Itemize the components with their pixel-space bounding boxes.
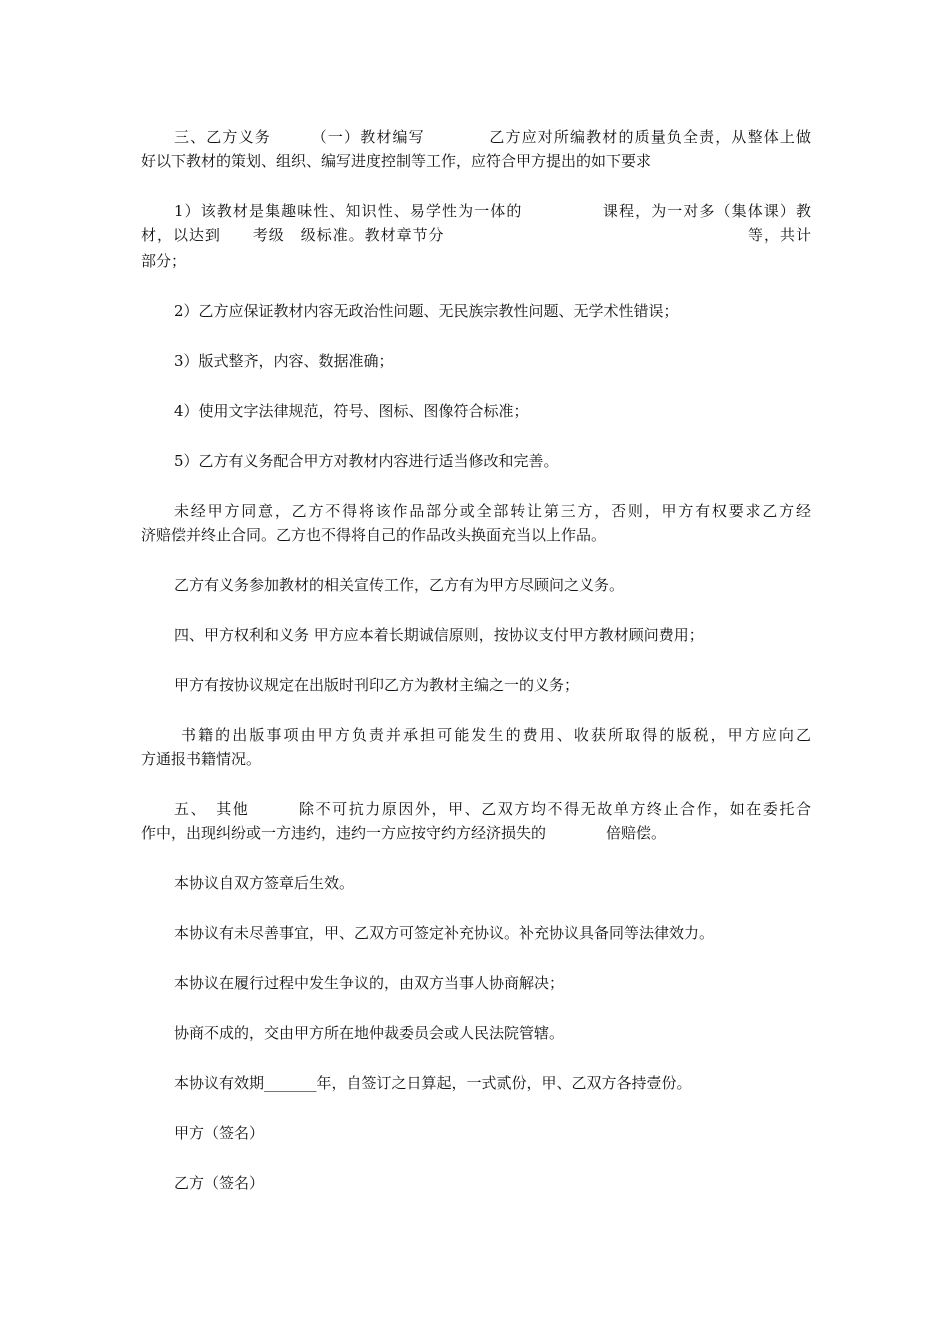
arbitration-clause: 协商不成的，交由甲方所在地仲裁委员会或人民法院管辖。 <box>174 1024 565 1042</box>
promotion-clause: 乙方有义务参加教材的相关宣传工作，乙方有为甲方尽顾问之义务。 <box>174 576 625 594</box>
section-4-duty: 甲方有按协议规定在出版时刊印乙方为教材主编之一的义务； <box>174 676 580 694</box>
party-b-signature: 乙方（签名） <box>174 1174 265 1192</box>
item-3: 3）版式整齐，内容、数据准确； <box>174 352 394 370</box>
supplement-clause: 本协议有未尽善事宜，甲、乙双方可签定补充协议。补充协议具备同等法律效力。 <box>174 924 715 942</box>
section-3-line-1: 三、乙方义务 （一）教材编写 乙方应对所编教材的质量负全责，从整体上做 <box>174 128 811 146</box>
publishing-clause-line-1: 书籍的出版事项由甲方负责并承担可能发生的费用、收获所取得的版税，甲方应向乙 <box>181 726 811 744</box>
item-1-line-2: 材，以达到 考级 级标准。教材章节分 等，共计 <box>141 226 811 244</box>
item-1-line-3: 部分； <box>141 252 187 270</box>
item-4: 4）使用文字法律规范，符号、图标、图像符合标准； <box>174 402 529 420</box>
validity-clause: 本协议有效期_______年，自签订之日算起，一式贰份，甲、乙双方各持壹份。 <box>174 1074 692 1092</box>
section-5-line-2: 作中，出现纠纷或一方违约，违约一方应按守约方经济损失的 倍赔偿。 <box>141 824 667 842</box>
item-1-line-1: 1）该教材是集趣味性、知识性、易学性为一体的 课程，为一对多（集体课）教 <box>174 202 811 220</box>
effective-clause: 本协议自双方签章后生效。 <box>174 874 355 892</box>
transfer-clause-line-1: 未经甲方同意，乙方不得将该作品部分或全部转让第三方，否则，甲方有权要求乙方经 <box>174 502 811 520</box>
dispute-clause: 本协议在履行过程中发生争议的，由双方当事人协商解决； <box>174 974 565 992</box>
item-2: 2）乙方应保证教材内容无政治性问题、无民族宗教性问题、无学术性错误； <box>174 302 679 320</box>
publishing-clause-line-2: 方通报书籍情况。 <box>141 750 262 768</box>
section-5-line-1: 五、 其他 除不可抗力原因外，甲、乙双方均不得无故单方终止合作，如在委托合 <box>174 800 811 818</box>
section-3-line-2: 好以下教材的策划、组织、编写进度控制等工作，应符合甲方提出的如下要求 <box>141 152 652 170</box>
section-4-heading: 四、甲方权利和义务 甲方应本着长期诚信原则，按协议支付甲方教材顾问费用； <box>174 626 704 644</box>
party-a-signature: 甲方（签名） <box>174 1124 265 1142</box>
item-5: 5）乙方有义务配合甲方对教材内容进行适当修改和完善。 <box>174 452 559 470</box>
transfer-clause-line-2: 济赔偿并终止合同。乙方也不得将自己的作品改头换面充当以上作品。 <box>141 526 607 544</box>
